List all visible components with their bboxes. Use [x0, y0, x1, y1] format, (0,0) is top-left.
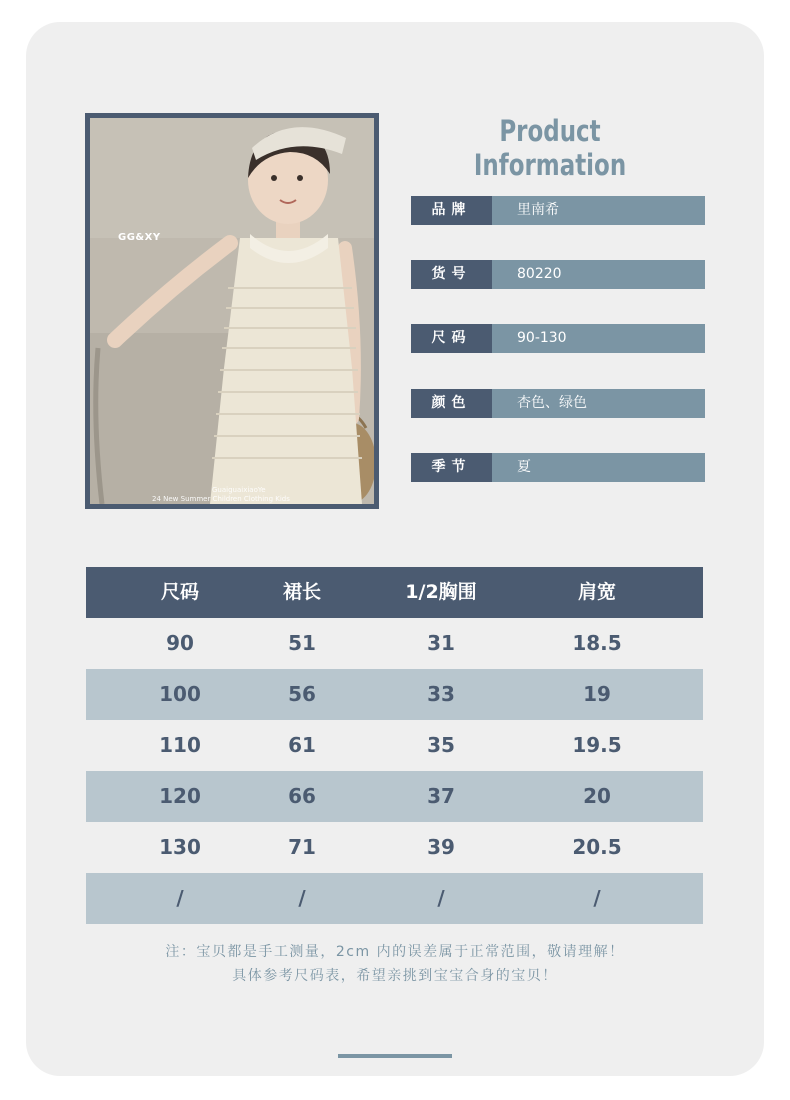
photo-caption-line1: GuaiguaixiaoYe [212, 486, 266, 494]
table-cell: / [437, 886, 445, 910]
info-value: 杏色、绿色 [492, 389, 705, 418]
table-cell: 130 [159, 835, 201, 859]
info-row-brand [411, 196, 705, 225]
table-cell: 51 [288, 631, 316, 655]
header-cell-size: 尺码 [160, 581, 199, 603]
table-cell: 61 [288, 733, 316, 757]
table-row [86, 669, 703, 720]
size-table-header [86, 567, 703, 618]
info-value: 里南希 [492, 196, 705, 225]
photo-brand-watermark: GG&XY [118, 232, 161, 243]
header-cell-shoulder: 肩宽 [577, 581, 616, 603]
table-cell: 66 [288, 784, 316, 808]
table-cell: 110 [159, 733, 201, 757]
info-value: 80220 [492, 260, 705, 289]
table-cell: 35 [427, 733, 455, 757]
table-cell: 33 [427, 682, 455, 706]
info-value: 夏 [492, 453, 705, 482]
table-cell: / [593, 886, 601, 910]
table-cell: / [298, 886, 306, 910]
table-row [86, 771, 703, 822]
table-cell: / [176, 886, 184, 910]
info-label: 颜色 [411, 389, 492, 418]
table-cell: 19 [583, 682, 611, 706]
table-cell: 31 [427, 631, 455, 655]
table-cell: 20 [583, 784, 611, 808]
table-cell: 90 [166, 631, 194, 655]
product-photo-frame [85, 113, 379, 509]
info-row-color [411, 389, 705, 418]
table-cell: 71 [288, 835, 316, 859]
product-info-title: Product Information [473, 114, 627, 182]
info-label: 季节 [411, 453, 492, 482]
child-in-dress-illustration [90, 118, 374, 504]
photo-caption-line2: 24 New Summer Children Clothing Kids [152, 495, 290, 503]
info-label: 尺码 [411, 324, 492, 353]
info-label: 品牌 [411, 196, 492, 225]
photo-caption [152, 486, 372, 504]
header-cell-half-chest: 1/2胸围 [405, 581, 477, 603]
measurement-note-line1: 注：宝贝都是手工测量，2cm 内的误差属于正常范围，敬请理解！ [165, 944, 625, 960]
table-cell: 19.5 [572, 733, 622, 757]
info-row-item-number [411, 260, 705, 289]
table-cell: 120 [159, 784, 201, 808]
measurement-note-line2: 具体参考尺码表，希望亲挑到宝宝合身的宝贝！ [232, 968, 558, 984]
table-cell: 37 [427, 784, 455, 808]
table-cell: 39 [427, 835, 455, 859]
table-cell: 18.5 [572, 631, 622, 655]
table-row [86, 720, 703, 771]
info-row-size [411, 324, 705, 353]
bottom-divider [338, 1054, 452, 1058]
info-row-season [411, 453, 705, 482]
info-value: 90-130 [492, 324, 705, 353]
table-cell: 56 [288, 682, 316, 706]
table-row [86, 873, 703, 924]
table-row [86, 618, 703, 669]
table-cell: 100 [159, 682, 201, 706]
table-cell: 20.5 [572, 835, 622, 859]
product-photo [90, 118, 374, 504]
size-table [86, 567, 703, 924]
info-label: 货号 [411, 260, 492, 289]
header-cell-length: 裙长 [282, 581, 321, 603]
table-row [86, 822, 703, 873]
